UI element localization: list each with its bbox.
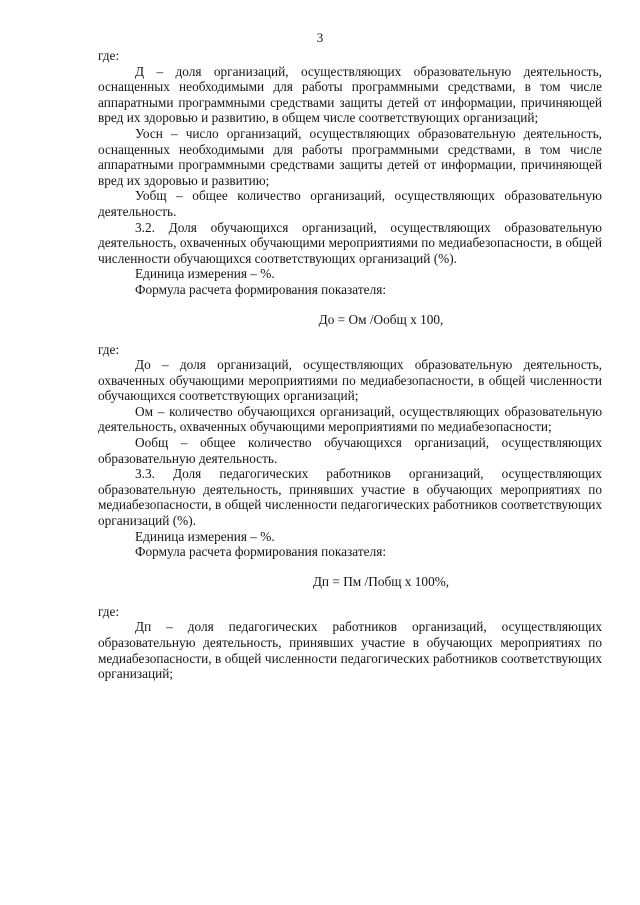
section-3-2-heading: 3.2. Доля обучающихся организаций, осуществляющих образовательную деятельность, охваченных обучающими мероприятиями по медиабезопасности, в общей численности обучающихся соответствующих организаций (%). [98,219,602,266]
formula-do: До = Ом /Ообщ х 100, [318,311,444,327]
definition-uobsch: Уобщ – общее количество организаций, осуществляющих образовательную деятельность. [98,188,602,219]
formula-dp: Дп = Пм /Побщ х 100%, [312,573,450,589]
section-3-3-heading: 3.3. Доля педагогических работников организаций, осуществляющих образовательную деятельность, принявших участие в обучающих мероприятиях по медиабезопасности, в общей численности педагогических работников соответствующих организаций (%). [98,466,602,529]
where-label: где: [98,48,120,63]
definition-do: До – доля организаций, осуществляющих образовательную деятельность, охваченных обучающими мероприятиями по медиабезопасности, в общей численности обучающихся соответствующих организаций; [98,357,602,404]
document-body [98,48,602,682]
definition-d: Д – доля организаций, осуществляющих образовательную деятельность, оснащенных необходимыми для работы программными средствами, в том числе аппаратными программными средствами защиты детей от информации, причиняющей вред их здоровью и развитию, в общем числе соответствующих организаций; [98,63,602,126]
formula-intro: Формула расчета формирования показателя: [135,281,387,297]
definition-oobsch: Ообщ – общее количество обучающихся организаций, осуществляющих образовательную деятельность. [98,435,602,466]
page-number: 3 [316,30,324,45]
definition-dp: Дп – доля педагогических работников организаций, осуществляющих образовательную деятельность, принявших участие в обучающих мероприятиях по медиабезопасности, в общей численности педагогических работников соответствующих организаций; [98,619,602,682]
unit-of-measure: Единица измерения – %. [135,528,275,544]
where-label: где: [98,603,120,619]
formula-intro: Формула расчета формирования показателя: [135,544,387,560]
definition-uosn: Уосн – число организаций, осуществляющих образовательную деятельность, оснащенных необходимыми для работы программными средствами, в том числе аппаратными программными средствами защиты детей от информации, причиняющей вред их здоровью и развитию; [98,125,602,188]
unit-of-measure: Единица измерения – %. [135,266,275,282]
where-label: где: [98,341,120,357]
definition-om: Ом – количество обучающихся организаций, осуществляющих образовательную деятельность, охваченных обучающими мероприятиями по медиабезопасности; [98,403,602,435]
